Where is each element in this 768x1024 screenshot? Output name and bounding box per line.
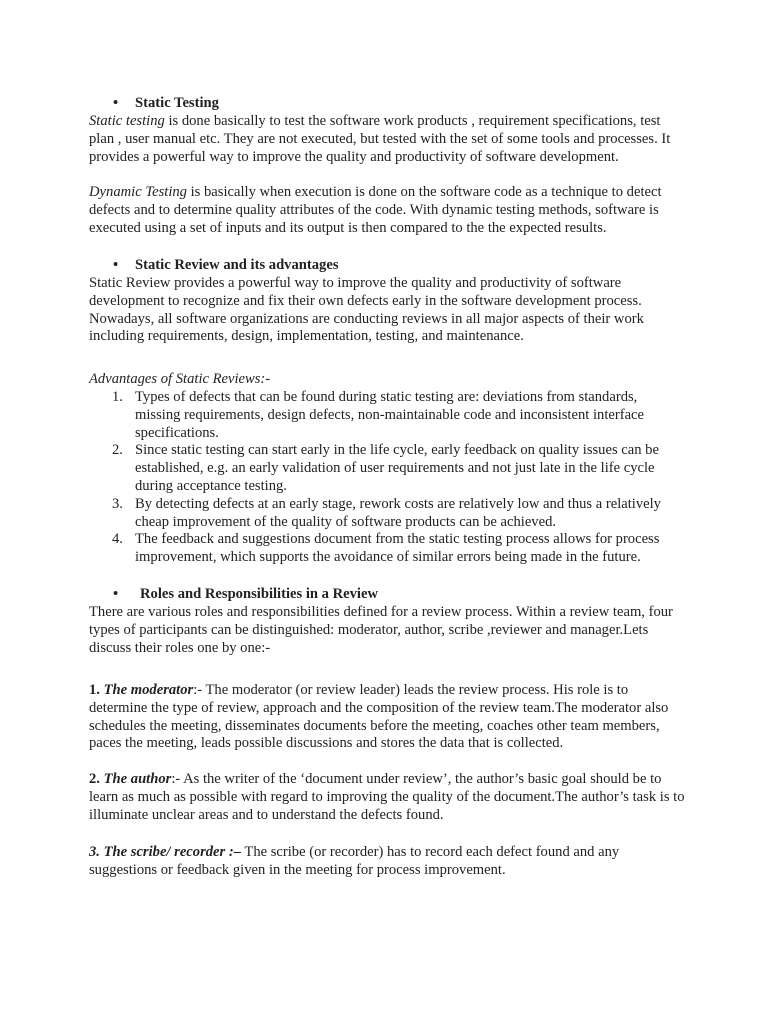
- bullet-icon: •: [113, 95, 119, 111]
- role-text: As the writer of the ‘document under review’, the author’s basic goal should be to learn as much as possible with regard to improving the quality of the document.The author’s task is to illuminate unclear areas and to understand the defects found.: [89, 771, 685, 823]
- bullet-icon: •: [113, 586, 119, 602]
- list-item: [89, 531, 689, 567]
- role-moderator: [89, 682, 689, 753]
- dynamic-testing-paragraph: [89, 184, 689, 237]
- dynamic-testing-term: Dynamic Testing: [89, 184, 187, 200]
- heading-text: Roles and Responsibilities in a Review: [140, 586, 378, 602]
- role-scribe: [89, 844, 689, 880]
- role-number: 1.: [89, 682, 100, 698]
- list-item: [89, 389, 660, 442]
- roles-intro-paragraph: [89, 604, 689, 657]
- role-author: [89, 771, 689, 824]
- list-text: The feedback and suggestions document from the static testing process allows for process improvement, which supports the avoidance of similar errors being made in the future.: [135, 531, 660, 566]
- heading-text: Static Testing: [135, 95, 219, 111]
- list-number: 3.: [112, 495, 123, 512]
- role-separator: :-: [171, 771, 181, 787]
- list-text: Since static testing can start early in the life cycle, early feedback on quality issues can be established, e.g. an early validation of user requirements and not just late in the life cycle during acceptance testing.: [135, 442, 659, 494]
- list-number: 1.: [112, 389, 123, 405]
- role-text: The scribe (or recorder) has to record each defect found and any suggestions or feedback given in the meeting for process improvement.: [89, 844, 620, 878]
- role-title: The moderator: [103, 682, 194, 698]
- role-number: 2.: [89, 771, 100, 787]
- advantages-heading: [89, 371, 689, 389]
- list-number: 2.: [112, 442, 123, 459]
- roles-intro-text: There are various roles and responsibilities defined for a review process. Within a review team, four types of participants can be distinguished: moderator, author, scribe ,reviewer and manager.Lets discuss their roles one by one:-: [89, 604, 673, 656]
- advantages-heading-text: Advantages of Static Reviews:-: [89, 371, 271, 387]
- role-number: 3.: [89, 844, 100, 860]
- static-review-text: Static Review provides a powerful way to improve the quality and productivity of software development to recognize and fix their own defects early in the software development process. Nowadays, all software organizations are conducting reviews in all major aspects of their work including requirements, design, implementation, testing, and maintenance.: [89, 275, 644, 345]
- list-text: By detecting defects at an early stage, rework costs are relatively low and thus a relatively cheap improvement of the quality of software products can be achieved.: [135, 495, 661, 530]
- role-text: The moderator (or review leader) leads the review process. His role is to determine the type of review, approach and the composition of the review team.The moderator also schedules the meeting, disseminates documents before the meeting, coaches other team members, paces the meeting, leads possible discussions and stores the data that is collected.: [89, 682, 669, 752]
- list-item: [89, 496, 689, 532]
- list-item: [89, 442, 689, 495]
- advantages-list: [89, 389, 689, 567]
- static-review-paragraph: [89, 275, 689, 346]
- list-text: Types of defects that can be found during static testing are: deviations from standards, missing requirements, design defects, non-maintainable code and inconsistent interface specifications.: [135, 389, 644, 441]
- static-testing-term: Static testing: [89, 113, 165, 129]
- bullet-icon: •: [113, 257, 119, 273]
- static-testing-text: is done basically to test the software work products , requirement specifications, test plan , user manual etc. They are not executed, but tested with the set of some tools and processes. It provides a powerful way to improve the quality and productivity of software development.: [89, 113, 671, 165]
- role-title: The author: [103, 771, 172, 787]
- role-title: The scribe/ recorder :–: [103, 844, 242, 860]
- role-separator: :-: [193, 682, 203, 698]
- dynamic-testing-text: is basically when execution is done on the software code as a technique to detect defects and to determine quality attributes of the code. With dynamic testing methods, software is executed using a set of inputs and its output is then compared to the the expected results.: [89, 184, 662, 236]
- list-number: 4.: [112, 531, 123, 548]
- heading-text: Static Review and its advantages: [135, 257, 339, 273]
- static-testing-paragraph: [89, 113, 689, 166]
